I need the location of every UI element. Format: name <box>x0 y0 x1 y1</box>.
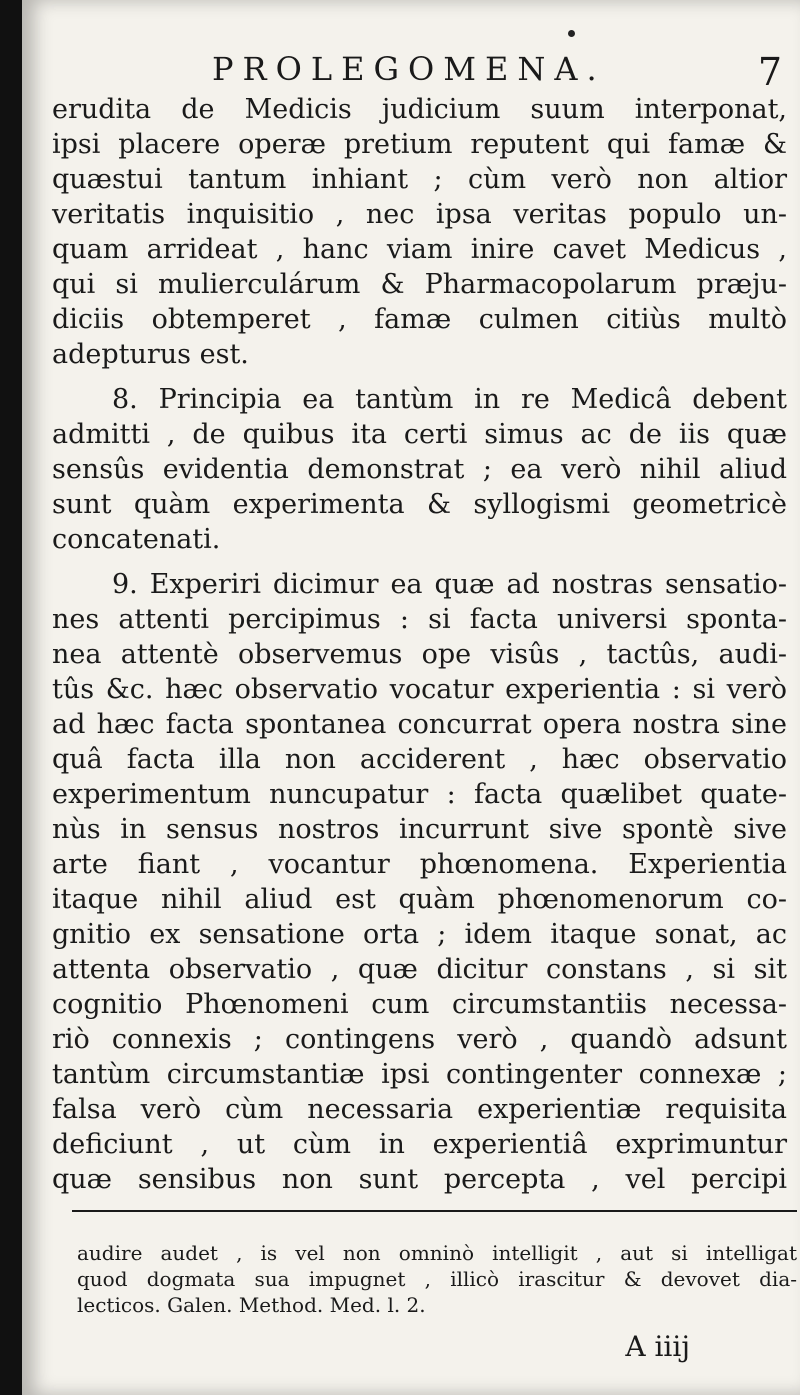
text-line: adepturus est. <box>52 339 249 370</box>
paragraph-9-start: 9. Experiri dicimur ea quæ ad nostras sensatio- <box>112 569 787 600</box>
text-line: tantùm circumstantiæ ipsi contingenter connexæ ; <box>52 1059 787 1090</box>
footnote-divider <box>72 1210 797 1212</box>
text-line: nea attentè observemus ope visûs , tactûs, audi- <box>52 639 787 670</box>
text-line: nùs in sensus nostros incurrunt sive spontè sive <box>52 814 787 845</box>
text-line: nes attenti percipimus : si facta universi sponta- <box>52 604 787 635</box>
text-line: itaque nihil aliud est quàm phœnomenorum co- <box>52 884 787 915</box>
text-line: quæ sensibus non sunt percepta , vel percipi <box>52 1164 787 1195</box>
running-head: PROLEGOMENA. <box>212 50 606 88</box>
text-line: admitti , de quibus ita certi simus ac de iis quæ <box>52 419 787 450</box>
signature-mark: A iiij <box>625 1330 690 1363</box>
text-line: quâ facta illa non acciderent , hæc observatio <box>52 744 787 775</box>
text-line: erudita de Medicis judicium suum interponat, <box>52 94 787 125</box>
footnote-line: quod dogmata sua impugnet , illicò irascitur & devovet dia- <box>77 1267 797 1291</box>
text-line: tûs &c. hæc observatio vocatur experientia : si verò <box>52 674 787 705</box>
text-line: falsa verò cùm necessaria experientiæ requisita <box>52 1094 787 1125</box>
footnote-line: audire audet , is vel non omninò intelligit , aut si intelligat <box>77 1241 797 1265</box>
text-line: ipsi placere operæ pretium reputent qui famæ & <box>52 129 787 160</box>
text-line: sensûs evidentia demonstrat ; ea verò nihil aliud <box>52 454 787 485</box>
page-number: 7 <box>757 50 782 94</box>
text-line: riò connexis ; contingens verò , quandò adsunt <box>52 1024 787 1055</box>
text-line: experimentum nuncupatur : facta quælibet quate- <box>52 779 787 810</box>
text-line: gnitio ex sensatione orta ; idem itaque sonat, ac <box>52 919 787 950</box>
footnote-line: lecticos. Galen. Method. Med. l. 2. <box>77 1293 426 1317</box>
text-line: attenta observatio , quæ dicitur constans , si sit <box>52 954 787 985</box>
ink-dot <box>568 30 575 37</box>
paragraph-8-start: 8. Principia ea tantùm in re Medicâ debent <box>112 384 787 415</box>
text-line: cognitio Phœnomeni cum circumstantiis necessa- <box>52 989 787 1020</box>
text-line: quæstui tantum inhiant ; cùm verò non altior <box>52 164 787 195</box>
text-line: deficiunt , ut cùm in experientiâ exprimuntur <box>52 1129 787 1160</box>
text-line: concatenati. <box>52 524 221 555</box>
text-line: veritatis inquisitio , nec ipsa veritas populo un- <box>52 199 787 230</box>
text-line: arte fiant , vocantur phœnomena. Experientia <box>52 849 787 880</box>
text-line: sunt quàm experimenta & syllogismi geometricè <box>52 489 787 520</box>
text-line: qui si mulierculárum & Pharmacopolarum præju- <box>52 269 787 300</box>
footnote <box>77 1240 797 1318</box>
text-line: diciis obtemperet , famæ culmen citiùs multò <box>52 304 787 335</box>
text-line: ad hæc facta spontanea concurrat opera nostra sine <box>52 709 787 740</box>
text-line: quam arrideat , hanc viam inire cavet Medicus , <box>52 234 787 265</box>
page-header <box>22 50 800 96</box>
body-text <box>52 92 787 1197</box>
book-page <box>22 0 800 1395</box>
